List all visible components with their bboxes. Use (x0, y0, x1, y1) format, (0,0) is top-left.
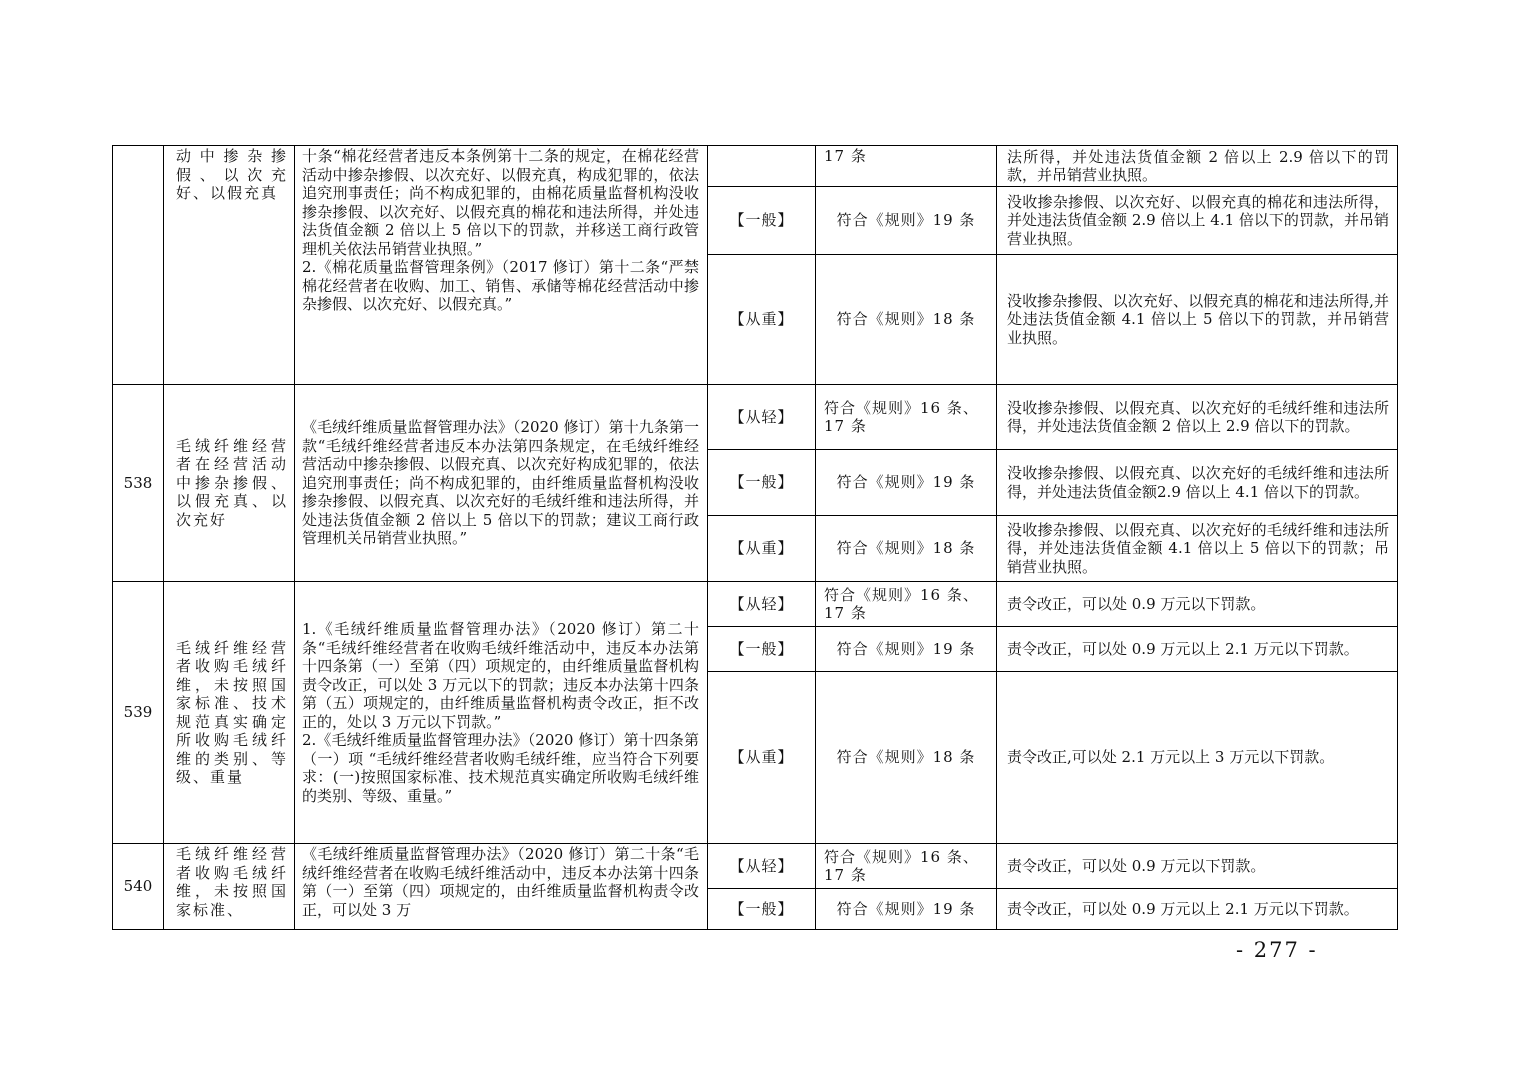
discretion-level-cell (708, 146, 816, 187)
table-row (113, 582, 1398, 627)
discretion-level-cell: 【一般】 (708, 627, 816, 672)
table-row (113, 385, 1398, 450)
applicable-rule-cell: 符合《规则》19 条 (816, 627, 997, 672)
penalty-standard-cell: 责令改正，可以处 0.9 万元以上 2.1 万元以下罚款。 (997, 889, 1398, 930)
legal-basis-cell: 《毛绒纤维质量监督管理办法》（2020 修订）第二十条“毛绒纤维经营者在收购毛绒纤维活动中，违反本办法第十四条第（一）至第（四）项规定的，由纤维质量监督机构责令改正，可以处 3 万 (295, 844, 708, 930)
applicable-rule-cell: 符合《规则》16 条、17 条 (816, 844, 997, 889)
penalty-standard-cell: 没收掺杂掺假、以次充好、以假充真的棉花和违法所得,并处违法货值金额 4.1 倍以上 5 倍以下的罚款，并吊销营业执照。 (997, 255, 1398, 385)
discretion-level-cell: 【从轻】 (708, 385, 816, 450)
penalty-standard-cell: 法所得，并处违法货值金额 2 倍以上 2.9 倍以下的罚款，并吊销营业执照。 (997, 146, 1398, 187)
row-number-cell (113, 146, 164, 385)
applicable-rule-cell: 符合《规则》18 条 (816, 255, 997, 385)
row-number-cell: 538 (113, 385, 164, 582)
legal-basis-cell: 1.《毛绒纤维质量监督管理办法》（2020 修订）第二十条“毛绒纤维经营者在收购毛绒纤维活动中，违反本办法第十四条第（一）至第（四）项规定的，由纤维质量监督机构责令改正，可以处 3 万元以下的罚款；违反本办法第十四条第（五）项规定的，由纤维质量监督机构责令改正，拒不改正的，处以 3 万元以下罚款。” 2.《毛绒纤维质量监督管理办法》（2020 修订）第十四条第（一）项 “毛绒纤维经营者收购毛绒纤维，应当符合下列要求：(一)按照国家标准、技术规范真实确定所收购毛绒纤维的类别、等级、重量。” (295, 582, 708, 844)
violation-item-cell: 动中掺杂掺假、以次充好、以假充真 (164, 146, 295, 385)
discretion-level-cell: 【从轻】 (708, 582, 816, 627)
penalty-standard-cell: 责令改正，可以处 0.9 万元以下罚款。 (997, 844, 1398, 889)
violation-item-cell: 毛绒纤维经营者在经营活动中掺杂掺假、以假充真、以次充好 (164, 385, 295, 582)
applicable-rule-cell: 符合《规则》19 条 (816, 889, 997, 930)
discretion-level-cell: 【一般】 (708, 450, 816, 516)
applicable-rule-cell: 符合《规则》18 条 (816, 672, 997, 844)
penalty-standard-cell: 没收掺杂掺假、以假充真、以次充好的毛绒纤维和违法所得，并处违法货值金额 4.1 倍以上 5 倍以下的罚款；吊销营业执照。 (997, 516, 1398, 582)
applicable-rule-cell: 符合《规则》19 条 (816, 450, 997, 516)
penalty-standard-cell: 没收掺杂掺假、以假充真、以次充好的毛绒纤维和违法所得，并处违法货值金额 2 倍以上 2.9 倍以下的罚款。 (997, 385, 1398, 450)
applicable-rule-cell: 符合《规则》16 条、17 条 (816, 385, 997, 450)
discretion-level-cell: 【从重】 (708, 255, 816, 385)
penalty-standard-cell: 责令改正，可以处 0.9 万元以下罚款。 (997, 582, 1398, 627)
discretion-level-cell: 【从轻】 (708, 844, 816, 889)
penalty-standard-cell: 责令改正，可以处 0.9 万元以上 2.1 万元以下罚款。 (997, 627, 1398, 672)
discretion-level-cell: 【一般】 (708, 889, 816, 930)
applicable-rule-cell: 符合《规则》18 条 (816, 516, 997, 582)
discretion-level-cell: 【从重】 (708, 516, 816, 582)
penalty-standards-table (112, 145, 1398, 930)
row-number-cell: 539 (113, 582, 164, 844)
penalty-standard-cell: 没收掺杂掺假、以假充真、以次充好的毛绒纤维和违法所得，并处违法货值金额2.9 倍以上 4.1 倍以下的罚款。 (997, 450, 1398, 516)
applicable-rule-cell: 17 条 (816, 146, 997, 187)
legal-basis-cell: 十条“棉花经营者违反本条例第十二条的规定，在棉花经营活动中掺杂掺假、以次充好、以假充真，构成犯罪的，依法追究刑事责任；尚不构成犯罪的，由棉花质量监督机构没收掺杂掺假、以次充好、以假充真的棉花和违法所得，并处违法货值金额 2 倍以上 5 倍以下的罚款，并移送工商行政管理机关依法吊销营业执照。” 2.《棉花质量监督管理条例》（2017 修订）第十二条“严禁棉花经营者在收购、加工、销售、承储等棉花经营活动中掺杂掺假、以次充好、以假充真。” (295, 146, 708, 385)
applicable-rule-cell: 符合《规则》16 条、17 条 (816, 582, 997, 627)
violation-item-cell: 毛绒纤维经营者收购毛绒纤维，未按照国家标准、 (164, 844, 295, 930)
applicable-rule-cell: 符合《规则》19 条 (816, 187, 997, 255)
legal-basis-cell: 《毛绒纤维质量监督管理办法》（2020 修订）第十九条第一款“毛绒纤维经营者违反本办法第四条规定，在毛绒纤维经营活动中掺杂掺假、以假充真、以次充好构成犯罪的，依法追究刑事责任；尚不构成犯罪的，由纤维质量监督机构没收掺杂掺假、以假充真、以次充好的毛绒纤维和违法所得，并处违法货值金额 2 倍以上 5 倍以下的罚款；建议工商行政管理机关吊销营业执照。” (295, 385, 708, 582)
table-row (113, 844, 1398, 889)
discretion-level-cell: 【一般】 (708, 187, 816, 255)
table-row (113, 146, 1398, 187)
page-number: - 277 - (1236, 938, 1318, 962)
penalty-standard-cell: 没收掺杂掺假、以次充好、以假充真的棉花和违法所得，并处违法货值金额 2.9 倍以上 4.1 倍以下的罚款，并吊销营业执照。 (997, 187, 1398, 255)
discretion-level-cell: 【从重】 (708, 672, 816, 844)
penalty-standard-cell: 责令改正,可以处 2.1 万元以上 3 万元以下罚款。 (997, 672, 1398, 844)
violation-item-cell: 毛绒纤维经营者收购毛绒纤维，未按照国家标准、技术规范真实确定所收购毛绒纤维的类别、等级、重量 (164, 582, 295, 844)
row-number-cell: 540 (113, 844, 164, 930)
